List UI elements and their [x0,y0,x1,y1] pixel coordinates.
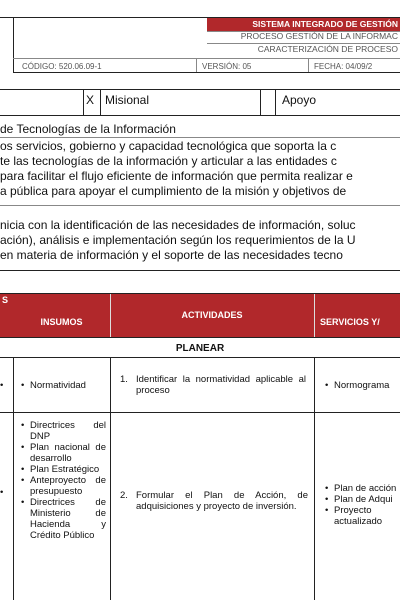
col-insumos: INSUMOS [13,307,110,337]
activity-number: 1. [120,374,128,385]
activity-text: Formular el Plan de Acción, de adquisiciones y proyecto de inversión. [136,490,308,512]
col-actividades: ACTIVIDADES [110,294,314,337]
document-title: CARACTERIZACIÓN DE PROCESO [257,44,398,54]
scope-line-1: nicia con la identificación de las necesidades de información, soluc [0,218,356,232]
version-label: VERSIÓN: 05 [202,62,252,71]
servicio-item: • Proyecto actualizado [334,505,394,527]
insumo-item: • Anteproyecto de presupuesto [30,475,106,497]
activity-number: 2. [120,490,128,501]
objective-line-1: os servicios, gobierno y capacidad tecnológica que soporta la c [0,139,337,153]
misional-mark: X [86,93,95,107]
objective-title: de Tecnologías de la Información [0,122,176,136]
col-servicios: SERVICIOS Y/ [314,307,400,337]
objective-line-3: para facilitar el flujo eficiente de información que permita realizar e [0,169,353,183]
servicio-item: • Plan de Adqui [334,494,400,505]
scope-line-3: en materia de información y el soporte de las necesidades tecno [0,248,343,262]
servicio-item: • Normograma [334,380,400,391]
scope-line-2: ación), análisis e implementación según los requerimientos de la U [0,233,356,247]
date-label: FECHA: 04/09/2 [314,62,373,71]
system-title: SISTEMA INTEGRADO DE GESTIÓN [207,18,400,31]
insumo-item: • Normatividad [30,380,108,391]
insumo-item: • Directrices del DNP [30,420,106,442]
document-header [0,0,400,72]
objective-line-4: a pública para apoyar el cumplimiento de la misión y objetivos de [0,184,347,198]
table-group-label: S [0,294,112,307]
insumo-item: • Plan nacional de desarrollo [30,442,106,464]
misional-label: Misional [105,93,150,107]
table-row [20,380,108,391]
phase-label: PLANEAR [175,343,225,354]
apoyo-label: Apoyo [282,93,317,107]
objective-line-2: te las tecnologías de la información y articular a las entidades c [0,154,337,168]
table-row [20,420,106,541]
insumo-item: • Directrices de Ministerio de Hacienda y Crédito Público [30,497,106,541]
servicio-item: • Plan de acción [334,483,400,494]
code-label: CÓDIGO: 520.06.09-1 [22,62,102,71]
activity-text: Identificar la normatividad aplicable al proceso [136,374,306,396]
insumo-item: • Plan Estratégico [30,464,106,475]
process-title: PROCESO GESTIÓN DE LA INFORMAC [240,31,398,41]
